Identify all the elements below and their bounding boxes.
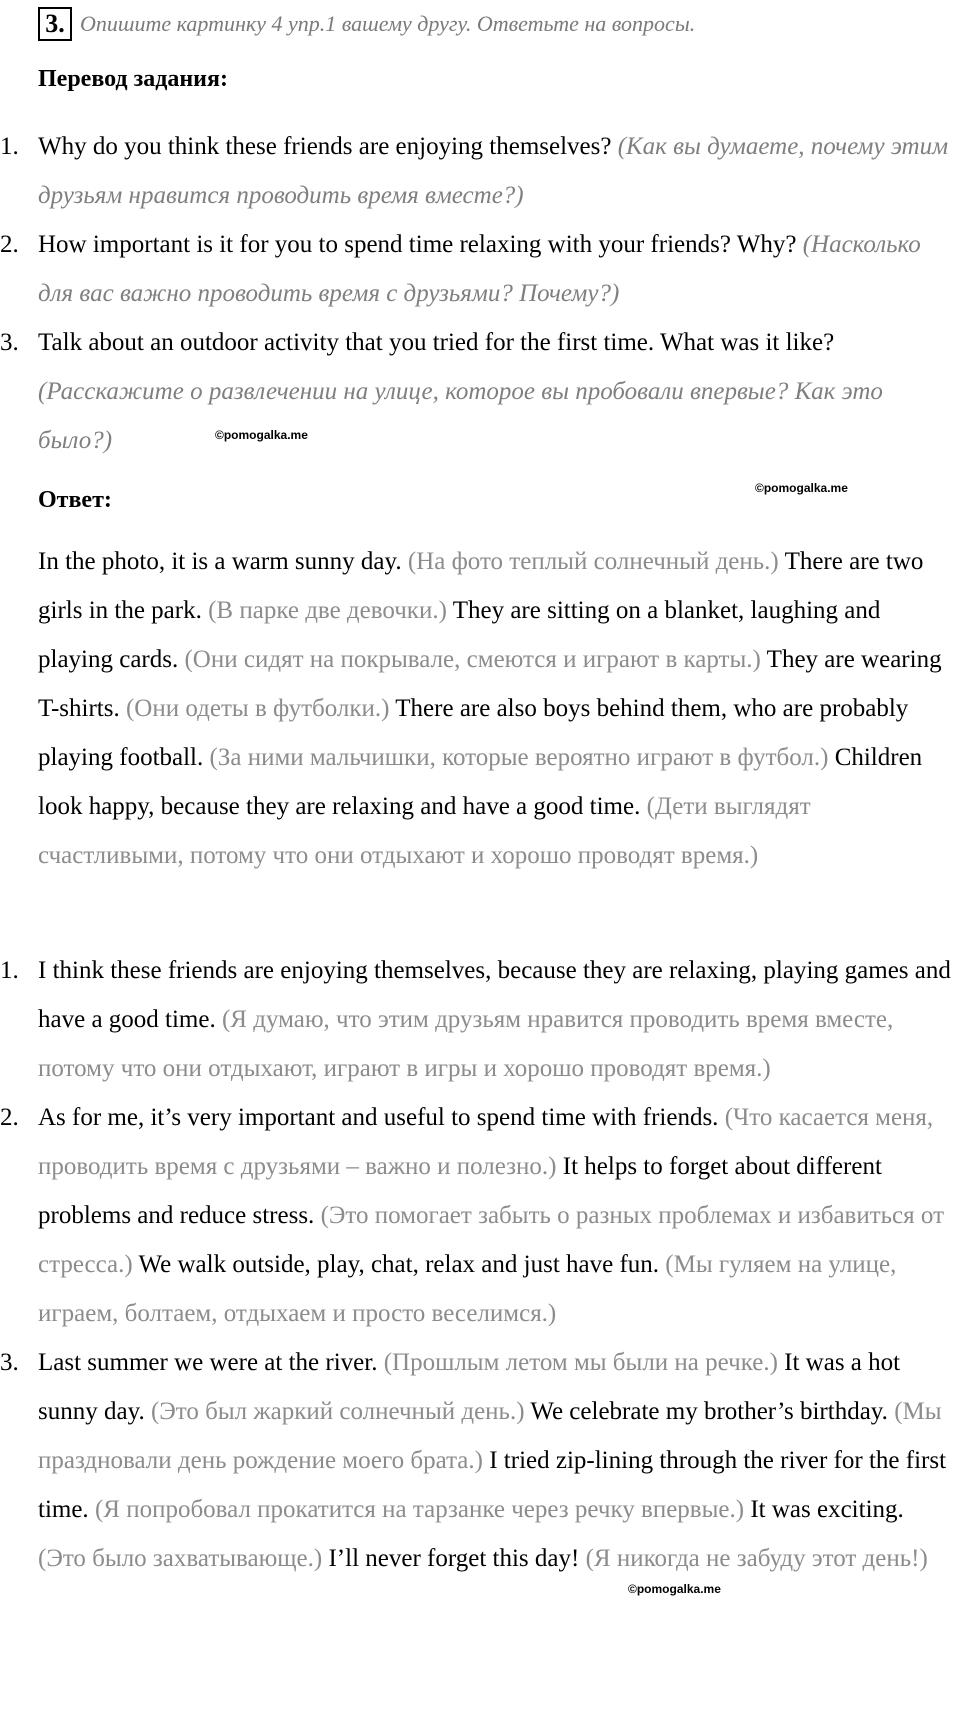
question-number: 3. [0, 329, 19, 356]
desc-ru: (Они сидят на покрывале, смеются и играют в карты.) [184, 646, 761, 673]
answer-en: Last summer we were at the river. [38, 1349, 378, 1376]
answer-ru: (Я думаю, что этим друзьям нравится проводить время вместе, потому что они отдыхают, играют в игры и хорошо проводят время.) [38, 1006, 894, 1082]
desc-en: They are sitting on a blanket, laughing and playing cards. [38, 597, 881, 673]
picture-description [38, 537, 958, 880]
answer-en: It helps to forget about different problems and reduce stress. [38, 1153, 882, 1229]
answer-heading: Ответ: [38, 487, 112, 513]
watermark: ©pomogalka.me [755, 481, 848, 495]
desc-en: Children look happy, because they are relaxing and have a good time. [38, 744, 923, 820]
answer-en: I think these friends are enjoying themselves, because they are relaxing, playing games and have a good time. [38, 957, 951, 1033]
desc-en: There are two girls in the park. [38, 548, 924, 624]
answer-ru: (Это помогает забыть о разных проблемах и избавиться от стресса.) [38, 1202, 944, 1278]
question-ru: (Насколько для вас важно проводить время с друзьями? Почему?) [38, 231, 921, 307]
question-ru: (Как вы думаете, почему этим друзьям нравится проводить время вместе?) [38, 133, 949, 209]
desc-en: There are also boys behind them, who are probably playing football. [38, 695, 909, 771]
question-item [0, 122, 960, 220]
answer-en: It was exciting. [750, 1496, 904, 1523]
answer-en: It was a hot sunny day. [38, 1349, 901, 1425]
answer-ru: (Я никогда не забуду этот день!) [585, 1545, 928, 1572]
desc-en: They are wearing T-shirts. [38, 646, 942, 722]
answer-ru: (Мы праздновали день рождение моего брата.) [38, 1398, 942, 1474]
desc-ru: (Они одеты в футболки.) [125, 695, 390, 722]
answer-ru: (Это был жаркий солнечный день.) [150, 1398, 525, 1425]
question-en: Why do you think these friends are enjoying themselves? [38, 133, 612, 160]
answer-ru: (Что касается меня, проводить время с друзьями – важно и полезно.) [38, 1104, 934, 1180]
watermark: ©pomogalka.me [215, 428, 308, 442]
task-instruction: Опишите картинку 4 упр.1 вашему другу. Ответьте на вопросы. [80, 11, 696, 36]
answer-en: I tried zip-lining through the river for the first time. [38, 1447, 947, 1523]
question-number: 2. [0, 231, 19, 258]
question-ru: (Расскажите о развлечении на улице, которое вы пробовали впервые? Как это было?) [38, 378, 883, 454]
desc-en: In the photo, it is a warm sunny day. [38, 548, 402, 575]
desc-ru: (За ними мальчишки, которые вероятно играют в футбол.) [209, 744, 829, 771]
answer-en: We celebrate my brother’s birthday. [530, 1398, 888, 1425]
answer-ru: (Прошлым летом мы были на речке.) [383, 1349, 778, 1376]
answer-item [0, 946, 960, 1093]
watermark: ©pomogalka.me [628, 1582, 721, 1596]
answer-number: 3. [0, 1349, 19, 1376]
translation-heading: Перевод задания: [38, 66, 228, 92]
task-number-box: 3. [38, 7, 72, 41]
desc-ru: (Дети выглядят счастливыми, потому что они отдыхают и хорошо проводят время.) [38, 793, 811, 869]
answers-list [0, 946, 960, 1583]
desc-ru: (На фото теплый солнечный день.) [407, 548, 779, 575]
answer-en: We walk outside, play, chat, relax and just have fun. [138, 1251, 660, 1278]
question-item [0, 318, 960, 465]
answer-ru: (Мы гуляем на улице, играем, болтаем, отдыхаем и просто веселимся.) [38, 1251, 897, 1327]
answer-en: I’ll never forget this day! [328, 1545, 580, 1572]
answer-number: 1. [0, 957, 19, 984]
answer-number: 2. [0, 1104, 19, 1131]
task-header [38, 4, 695, 44]
question-number: 1. [0, 133, 19, 160]
desc-ru: (В парке две девочки.) [208, 597, 447, 624]
answer-ru: (Это было захватывающе.) [38, 1545, 323, 1572]
answer-ru: (Я попробовал прокатится на тарзанке через речку впервые.) [94, 1496, 745, 1523]
questions-list [0, 122, 960, 465]
answer-item [0, 1093, 960, 1338]
question-en: Talk about an outdoor activity that you tried for the first time. What was it like? [38, 329, 835, 356]
question-item [0, 220, 960, 318]
answer-en: As for me, it’s very important and useful to spend time with friends. [38, 1104, 719, 1131]
question-en: How important is it for you to spend time relaxing with your friends? Why? [38, 231, 797, 258]
answer-item [0, 1338, 960, 1583]
